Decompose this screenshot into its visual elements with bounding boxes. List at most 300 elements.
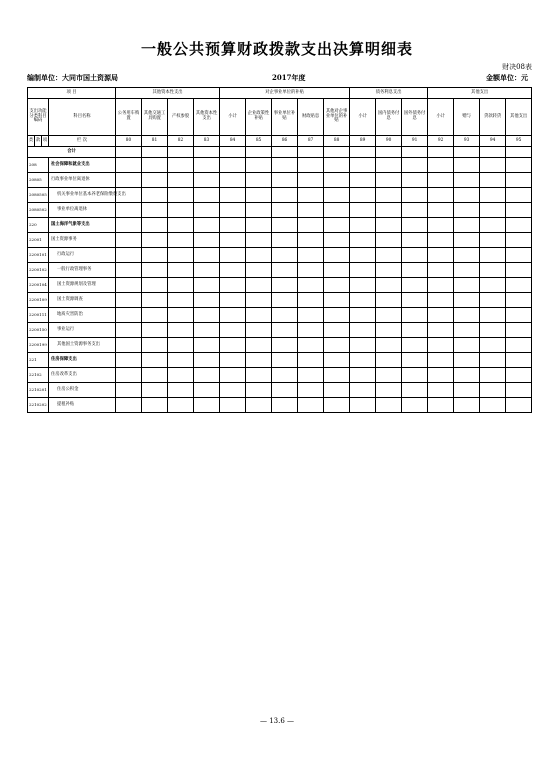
- column-header: 赠与: [454, 99, 480, 136]
- value-cell: [454, 218, 480, 233]
- value-cell: [194, 278, 220, 293]
- value-cell: [480, 188, 506, 203]
- value-cell: [272, 158, 298, 173]
- value-cell: [220, 308, 246, 323]
- value-cell: [298, 218, 324, 233]
- value-cell: [272, 263, 298, 278]
- value-cell: [220, 398, 246, 413]
- row-code: 22001: [28, 233, 49, 248]
- value-cell: [298, 368, 324, 383]
- value-cell: [168, 233, 194, 248]
- value-cell: [246, 398, 272, 413]
- column-number: 88: [324, 136, 350, 147]
- column-number: 84: [220, 136, 246, 147]
- value-cell: [298, 158, 324, 173]
- value-cell: [454, 158, 480, 173]
- total-cell: [168, 147, 194, 158]
- value-cell: [246, 173, 272, 188]
- value-cell: [402, 173, 428, 188]
- column-number: 87: [298, 136, 324, 147]
- value-cell: [272, 368, 298, 383]
- value-cell: [194, 368, 220, 383]
- value-cell: [402, 158, 428, 173]
- value-cell: [480, 278, 506, 293]
- header-lanci: 栏 次: [49, 136, 116, 147]
- value-cell: [168, 368, 194, 383]
- value-cell: [142, 263, 168, 278]
- value-cell: [194, 248, 220, 263]
- value-cell: [168, 188, 194, 203]
- value-cell: [168, 263, 194, 278]
- table-row: [28, 383, 532, 398]
- value-cell: [402, 263, 428, 278]
- value-cell: [220, 233, 246, 248]
- header-group-debt: 债务利息支出: [350, 88, 428, 99]
- column-header: 小计: [350, 99, 376, 136]
- row-name: 国土资源规划及管理: [49, 278, 116, 293]
- value-cell: [480, 383, 506, 398]
- value-cell: [428, 338, 454, 353]
- value-cell: [116, 308, 142, 323]
- value-cell: [116, 203, 142, 218]
- value-cell: [402, 278, 428, 293]
- row-name: 一般行政管理事务: [49, 263, 116, 278]
- value-cell: [246, 158, 272, 173]
- value-cell: [220, 323, 246, 338]
- value-cell: [402, 233, 428, 248]
- column-header: 企业政策性补贴: [246, 99, 272, 136]
- value-cell: [116, 398, 142, 413]
- value-cell: [324, 188, 350, 203]
- row-code: 2200101: [28, 248, 49, 263]
- value-cell: [272, 203, 298, 218]
- page-title: 一般公共预算财政拨款支出决算明细表: [140, 40, 413, 58]
- value-cell: [428, 308, 454, 323]
- value-cell: [428, 383, 454, 398]
- year-label: 2017年度: [272, 73, 306, 82]
- value-cell: [402, 203, 428, 218]
- value-cell: [324, 383, 350, 398]
- value-cell: [272, 293, 298, 308]
- value-cell: [454, 398, 480, 413]
- table-row: [28, 293, 532, 308]
- value-cell: [506, 278, 532, 293]
- row-code: 208: [28, 158, 49, 173]
- value-cell: [142, 353, 168, 368]
- value-cell: [116, 218, 142, 233]
- value-cell: [272, 248, 298, 263]
- value-cell: [454, 263, 480, 278]
- row-code: 2200199: [28, 338, 49, 353]
- table-row: [28, 368, 532, 383]
- row-code: 2200104: [28, 278, 49, 293]
- value-cell: [142, 158, 168, 173]
- value-cell: [480, 173, 506, 188]
- value-cell: [506, 218, 532, 233]
- value-cell: [350, 398, 376, 413]
- value-cell: [428, 263, 454, 278]
- row-name: 住房改革支出: [49, 368, 116, 383]
- value-cell: [272, 338, 298, 353]
- column-number: 90: [376, 136, 402, 147]
- value-cell: [480, 398, 506, 413]
- value-cell: [402, 218, 428, 233]
- header-group-other-capital: 其他资本性支出: [116, 88, 220, 99]
- page-number: — 13.6 —: [259, 717, 295, 725]
- table-row: [28, 203, 532, 218]
- column-number: 82: [168, 136, 194, 147]
- value-cell: [350, 248, 376, 263]
- value-cell: [168, 173, 194, 188]
- value-cell: [168, 278, 194, 293]
- row-name: 机关事业单位基本养老保险缴费支出: [49, 188, 116, 203]
- form-number: 财决08表: [502, 63, 532, 71]
- value-cell: [376, 158, 402, 173]
- value-cell: [220, 368, 246, 383]
- value-cell: [272, 173, 298, 188]
- value-cell: [324, 233, 350, 248]
- value-cell: [272, 308, 298, 323]
- value-cell: [298, 263, 324, 278]
- value-cell: [220, 263, 246, 278]
- value-cell: [454, 233, 480, 248]
- table-row: [28, 308, 532, 323]
- value-cell: [246, 368, 272, 383]
- value-cell: [350, 263, 376, 278]
- value-cell: [376, 383, 402, 398]
- value-cell: [116, 368, 142, 383]
- value-cell: [350, 173, 376, 188]
- value-cell: [428, 398, 454, 413]
- column-number: 80: [116, 136, 142, 147]
- total-cell: [194, 147, 220, 158]
- value-cell: [298, 353, 324, 368]
- value-cell: [428, 188, 454, 203]
- value-cell: [506, 293, 532, 308]
- row-name: 地质灾害防治: [49, 308, 116, 323]
- table-row: [28, 188, 532, 203]
- value-cell: [220, 248, 246, 263]
- value-cell: [272, 353, 298, 368]
- column-header: 国外债务付息: [402, 99, 428, 136]
- value-cell: [402, 323, 428, 338]
- value-cell: [324, 158, 350, 173]
- row-name: 住房公积金: [49, 383, 116, 398]
- value-cell: [480, 263, 506, 278]
- value-cell: [246, 203, 272, 218]
- row-code: 2200109: [28, 293, 49, 308]
- total-cell: [324, 147, 350, 158]
- value-cell: [194, 233, 220, 248]
- value-cell: [168, 203, 194, 218]
- value-cell: [324, 323, 350, 338]
- value-cell: [376, 293, 402, 308]
- value-cell: [168, 158, 194, 173]
- value-cell: [376, 263, 402, 278]
- value-cell: [194, 308, 220, 323]
- table-row: [28, 323, 532, 338]
- value-cell: [454, 323, 480, 338]
- value-cell: [194, 338, 220, 353]
- value-cell: [220, 203, 246, 218]
- meta-line: [27, 73, 528, 83]
- value-cell: [142, 293, 168, 308]
- value-cell: [168, 293, 194, 308]
- org-label: 编制单位：大同市国土资源局: [27, 73, 118, 82]
- value-cell: [506, 248, 532, 263]
- value-cell: [246, 338, 272, 353]
- value-cell: [298, 233, 324, 248]
- value-cell: [402, 383, 428, 398]
- value-cell: [428, 368, 454, 383]
- row-name: 事业单位离退休: [49, 203, 116, 218]
- value-cell: [220, 173, 246, 188]
- value-cell: [298, 173, 324, 188]
- column-number: 91: [402, 136, 428, 147]
- row-name: 行政事业单位离退休: [49, 173, 116, 188]
- value-cell: [220, 278, 246, 293]
- value-cell: [454, 188, 480, 203]
- total-cell: [428, 147, 454, 158]
- value-cell: [454, 173, 480, 188]
- value-cell: [376, 308, 402, 323]
- row-code: 2200150: [28, 323, 49, 338]
- table-row: [28, 398, 532, 413]
- value-cell: [350, 278, 376, 293]
- row-name: 住房保障支出: [49, 353, 116, 368]
- value-cell: [246, 353, 272, 368]
- value-cell: [220, 338, 246, 353]
- total-cell: [116, 147, 142, 158]
- total-cell: [350, 147, 376, 158]
- value-cell: [298, 323, 324, 338]
- value-cell: [480, 203, 506, 218]
- value-cell: [428, 323, 454, 338]
- column-number: 93: [454, 136, 480, 147]
- header-xiang: 项: [42, 136, 49, 147]
- value-cell: [428, 173, 454, 188]
- value-cell: [142, 173, 168, 188]
- value-cell: [324, 263, 350, 278]
- value-cell: [220, 188, 246, 203]
- value-cell: [298, 398, 324, 413]
- column-number: 81: [142, 136, 168, 147]
- value-cell: [142, 188, 168, 203]
- value-cell: [506, 398, 532, 413]
- total-cell: [142, 147, 168, 158]
- total-label: 合计: [28, 147, 116, 158]
- value-cell: [220, 218, 246, 233]
- column-number: 83: [194, 136, 220, 147]
- value-cell: [246, 323, 272, 338]
- value-cell: [142, 308, 168, 323]
- value-cell: [194, 203, 220, 218]
- table-row: [28, 173, 532, 188]
- value-cell: [376, 173, 402, 188]
- value-cell: [194, 263, 220, 278]
- total-cell: [480, 147, 506, 158]
- value-cell: [324, 173, 350, 188]
- value-cell: [454, 308, 480, 323]
- value-cell: [480, 293, 506, 308]
- column-header: 其他资本性支出: [194, 99, 220, 136]
- table-row: [28, 353, 532, 368]
- row-code: 2200111: [28, 308, 49, 323]
- row-name: 社会保障和就业支出: [49, 158, 116, 173]
- column-number: 89: [350, 136, 376, 147]
- value-cell: [454, 248, 480, 263]
- value-cell: [298, 203, 324, 218]
- value-cell: [298, 308, 324, 323]
- header-group-other: 其他支出: [428, 88, 532, 99]
- value-cell: [246, 308, 272, 323]
- value-cell: [324, 338, 350, 353]
- value-cell: [402, 248, 428, 263]
- column-header: 财政贴息: [298, 99, 324, 136]
- column-header: 其他交通工具购置: [142, 99, 168, 136]
- value-cell: [506, 308, 532, 323]
- row-name: 事业运行: [49, 323, 116, 338]
- value-cell: [376, 233, 402, 248]
- total-cell: [220, 147, 246, 158]
- value-cell: [506, 353, 532, 368]
- value-cell: [116, 293, 142, 308]
- value-cell: [116, 338, 142, 353]
- value-cell: [350, 158, 376, 173]
- value-cell: [272, 398, 298, 413]
- column-header: 其他对企事业单位的补贴: [324, 99, 350, 136]
- value-cell: [428, 293, 454, 308]
- value-cell: [350, 338, 376, 353]
- value-cell: [168, 398, 194, 413]
- value-cell: [142, 398, 168, 413]
- total-cell: [376, 147, 402, 158]
- value-cell: [272, 323, 298, 338]
- value-cell: [428, 248, 454, 263]
- value-cell: [428, 218, 454, 233]
- row-code: 2210202: [28, 398, 49, 413]
- value-cell: [116, 158, 142, 173]
- row-code: 2080505: [28, 188, 49, 203]
- value-cell: [402, 293, 428, 308]
- column-header: 小计: [428, 99, 454, 136]
- value-cell: [298, 383, 324, 398]
- value-cell: [142, 218, 168, 233]
- value-cell: [376, 398, 402, 413]
- value-cell: [376, 203, 402, 218]
- value-cell: [298, 278, 324, 293]
- value-cell: [506, 188, 532, 203]
- value-cell: [402, 398, 428, 413]
- value-cell: [454, 278, 480, 293]
- value-cell: [480, 308, 506, 323]
- value-cell: [298, 248, 324, 263]
- value-cell: [272, 278, 298, 293]
- value-cell: [324, 293, 350, 308]
- value-cell: [168, 338, 194, 353]
- value-cell: [168, 323, 194, 338]
- value-cell: [116, 173, 142, 188]
- value-cell: [376, 338, 402, 353]
- value-cell: [506, 368, 532, 383]
- value-cell: [402, 308, 428, 323]
- column-number: 94: [480, 136, 506, 147]
- value-cell: [272, 218, 298, 233]
- row-name: 提租补贴: [49, 398, 116, 413]
- value-cell: [142, 233, 168, 248]
- value-cell: [350, 218, 376, 233]
- value-cell: [350, 203, 376, 218]
- expenditure-table: [27, 87, 532, 413]
- column-header: 其他支出: [506, 99, 532, 136]
- value-cell: [350, 323, 376, 338]
- value-cell: [246, 383, 272, 398]
- row-name: 国土资源事务: [49, 233, 116, 248]
- value-cell: [480, 368, 506, 383]
- row-name: 国土资源调查: [49, 293, 116, 308]
- value-cell: [194, 383, 220, 398]
- value-cell: [246, 263, 272, 278]
- value-cell: [116, 248, 142, 263]
- value-cell: [194, 398, 220, 413]
- column-number: 92: [428, 136, 454, 147]
- value-cell: [350, 368, 376, 383]
- value-cell: [376, 248, 402, 263]
- value-cell: [454, 293, 480, 308]
- table-row: [28, 218, 532, 233]
- value-cell: [402, 353, 428, 368]
- row-code: 22102: [28, 368, 49, 383]
- value-cell: [194, 173, 220, 188]
- value-cell: [142, 383, 168, 398]
- value-cell: [116, 353, 142, 368]
- value-cell: [402, 338, 428, 353]
- column-number: 86: [272, 136, 298, 147]
- row-code: 2080502: [28, 203, 49, 218]
- value-cell: [506, 338, 532, 353]
- value-cell: [506, 158, 532, 173]
- table-row: [28, 233, 532, 248]
- value-cell: [454, 353, 480, 368]
- value-cell: [246, 248, 272, 263]
- value-cell: [246, 218, 272, 233]
- column-header: 产权参股: [168, 99, 194, 136]
- value-cell: [376, 368, 402, 383]
- header-lei: 类: [28, 136, 35, 147]
- column-header: 贷款转贷: [480, 99, 506, 136]
- value-cell: [194, 218, 220, 233]
- value-cell: [454, 383, 480, 398]
- total-cell: [506, 147, 532, 158]
- value-cell: [142, 248, 168, 263]
- value-cell: [402, 188, 428, 203]
- column-header: 小计: [220, 99, 246, 136]
- value-cell: [376, 278, 402, 293]
- value-cell: [168, 248, 194, 263]
- total-cell: [402, 147, 428, 158]
- table-row: [28, 248, 532, 263]
- value-cell: [454, 338, 480, 353]
- total-cell: [272, 147, 298, 158]
- value-cell: [454, 368, 480, 383]
- value-cell: [194, 188, 220, 203]
- value-cell: [506, 383, 532, 398]
- value-cell: [168, 383, 194, 398]
- value-cell: [324, 248, 350, 263]
- total-cell: [298, 147, 324, 158]
- value-cell: [376, 218, 402, 233]
- row-name: 其他国土资源事务支出: [49, 338, 116, 353]
